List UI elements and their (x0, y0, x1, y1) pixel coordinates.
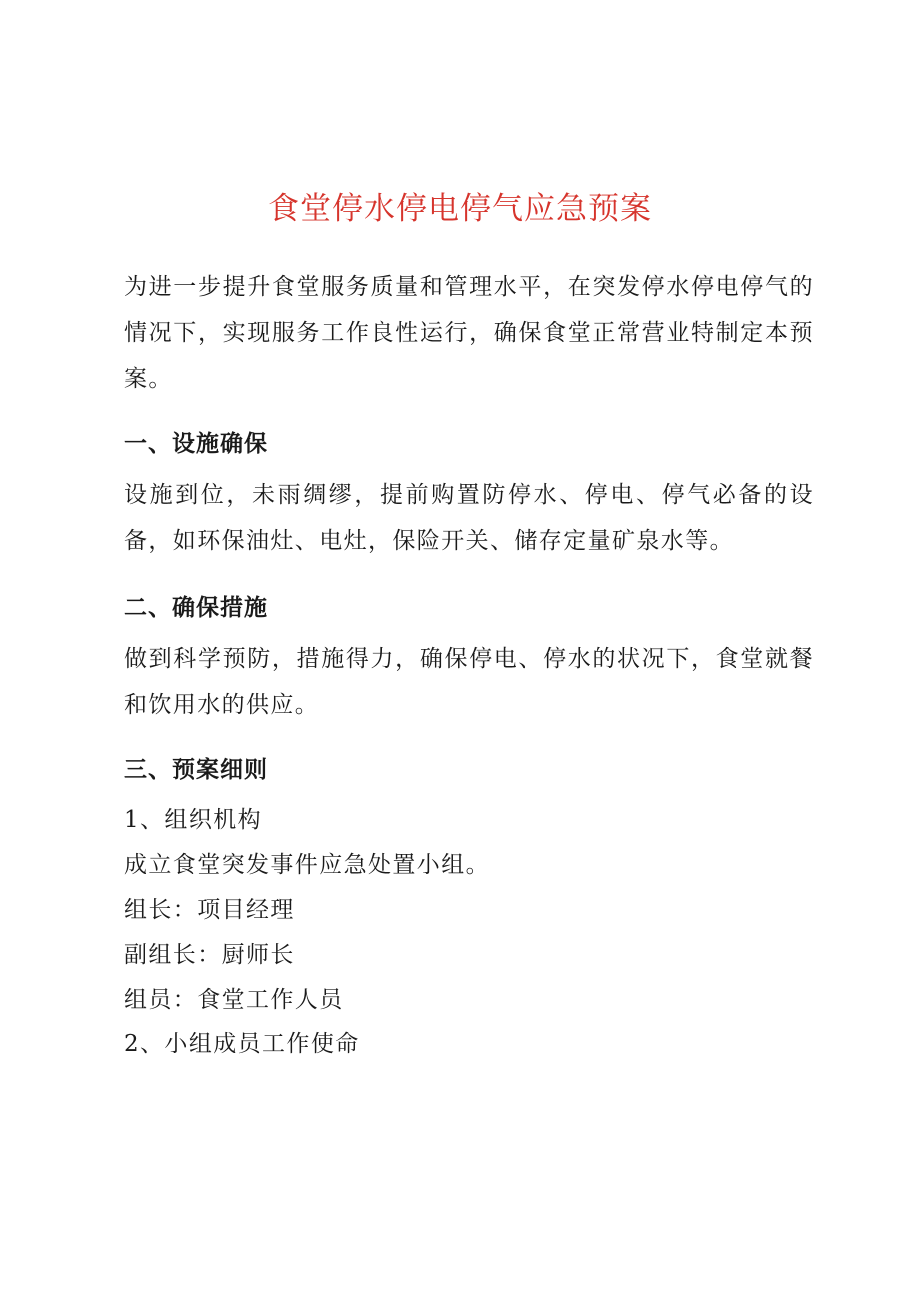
section-heading-measures: 二、确保措施 (124, 595, 268, 621)
section-body-facilities: 设施到位，未雨绸缪，提前购置防停水、停电、停气必备的设备，如环保油灶、电灶，保险开关、储存定量矿泉水等。 (124, 482, 814, 554)
document-title: 食堂停水停电停气应急预案 (268, 191, 652, 227)
section-body-measures: 做到科学预防，措施得力，确保停电、停水的状况下，食堂就餐和饮用水的供应。 (124, 646, 814, 718)
section-heading-details: 三、预案细则 (124, 757, 268, 783)
detail-line-leader: 组长：项目经理 (124, 897, 295, 923)
detail-line-members: 组员：食堂工作人员 (124, 987, 344, 1013)
intro-paragraph: 为进一步提升食堂服务质量和管理水平，在突发停水停电停气的情况下，实现服务工作良性运行，确保食堂正常营业特制定本预案。 (124, 274, 814, 392)
detail-line-organization: 1、组织机构 (124, 807, 263, 833)
detail-line-mission: 2、小组成员工作使命 (124, 1031, 360, 1057)
detail-line-deputy-leader: 副组长：厨师长 (124, 942, 295, 968)
detail-line-team-setup: 成立食堂突发事件应急处置小组。 (124, 852, 490, 878)
section-heading-facilities: 一、设施确保 (124, 431, 268, 457)
